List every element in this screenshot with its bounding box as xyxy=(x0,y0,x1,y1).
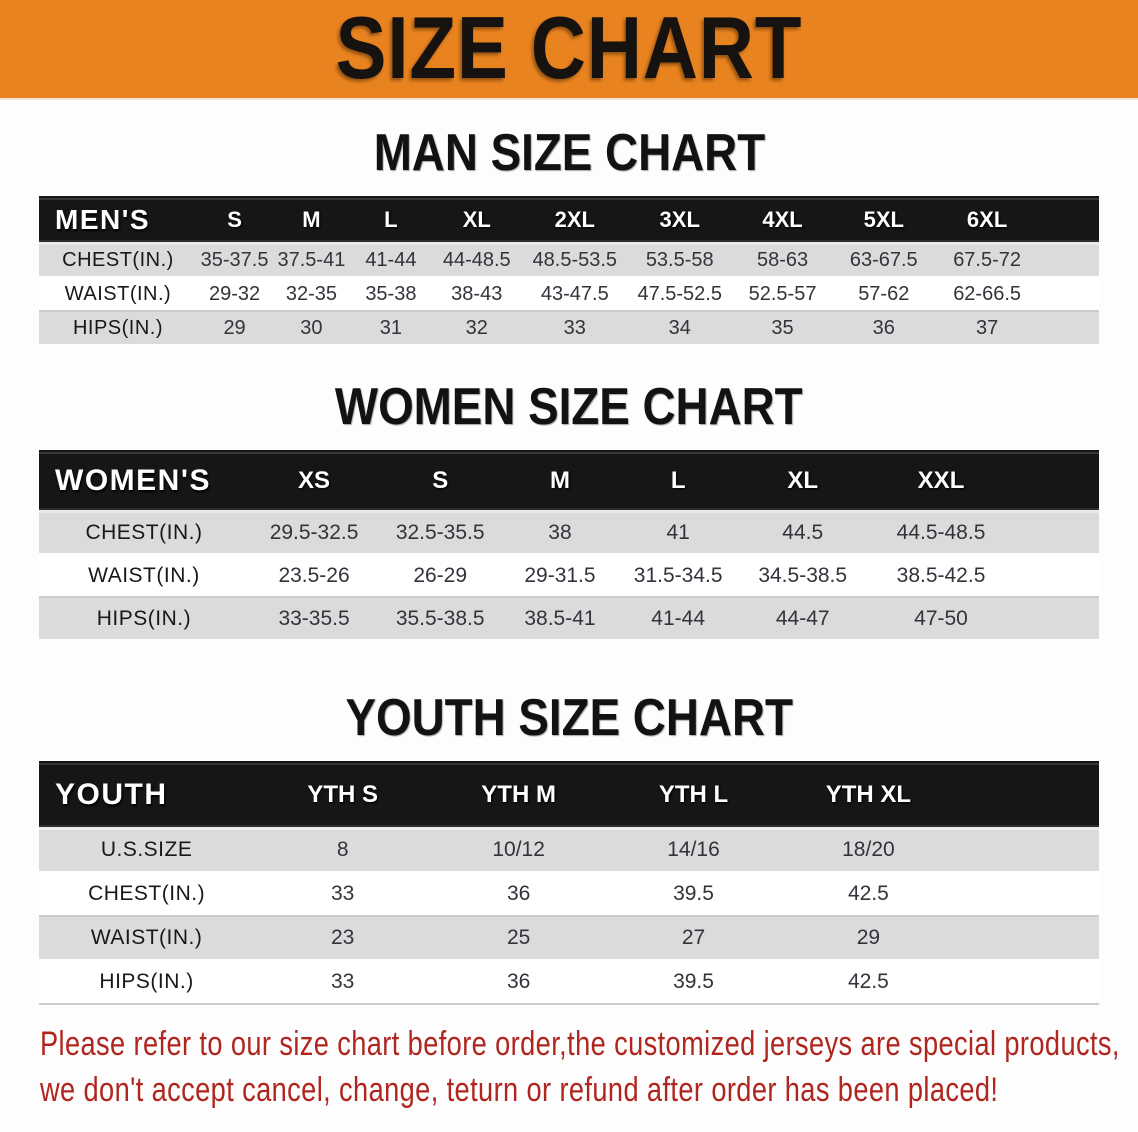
size-column-header: XL xyxy=(431,197,522,243)
measurement-value: 36 xyxy=(431,872,606,916)
table-header-label: MEN'S xyxy=(39,197,197,243)
measurement-value: 48.5-53.5 xyxy=(522,243,627,277)
youth-size-chart-section xyxy=(0,689,1138,1005)
size-column-header xyxy=(956,762,1099,828)
measurement-value xyxy=(956,960,1099,1004)
measurement-value: 27 xyxy=(606,916,781,960)
men-size-table xyxy=(39,196,1099,346)
measurement-value: 32-35 xyxy=(272,277,350,311)
measurement-value: 41 xyxy=(619,511,738,554)
size-column-header: XS xyxy=(249,451,379,511)
measurement-value: 41-44 xyxy=(351,243,432,277)
measurement-value: 26-29 xyxy=(379,554,501,597)
measurement-value xyxy=(1014,597,1099,640)
measurement-value: 23 xyxy=(254,916,431,960)
table-row xyxy=(39,311,1099,345)
size-column-header: XXL xyxy=(868,451,1014,511)
size-column-header: YTH S xyxy=(254,762,431,828)
measurement-value: 23.5-26 xyxy=(249,554,379,597)
disclaimer-line-2: we don't accept cancel, change, teturn or refund after order has been placed! xyxy=(40,1071,999,1109)
size-column-header: 6XL xyxy=(935,197,1040,243)
measurement-value: 36 xyxy=(833,311,935,345)
measurement-value: 37 xyxy=(935,311,1040,345)
size-column-header: YTH XL xyxy=(781,762,956,828)
table-header-label: YOUTH xyxy=(39,762,254,828)
men-section-title-text: MAN SIZE CHART xyxy=(373,124,765,182)
women-size-chart-section xyxy=(0,378,1138,641)
table-row xyxy=(39,872,1099,916)
measurement-value: 34 xyxy=(627,311,732,345)
measurement-value: 25 xyxy=(431,916,606,960)
measurement-value: 35 xyxy=(732,311,833,345)
size-column-header: 5XL xyxy=(833,197,935,243)
measurement-value: 35.5-38.5 xyxy=(379,597,501,640)
measurement-value: 31.5-34.5 xyxy=(619,554,738,597)
measurement-value: 42.5 xyxy=(781,872,956,916)
size-column-header: YTH M xyxy=(431,762,606,828)
men-section-title xyxy=(0,124,1138,182)
measurement-label: WAIST(IN.) xyxy=(39,554,249,597)
measurement-value: 29.5-32.5 xyxy=(249,511,379,554)
measurement-label: HIPS(IN.) xyxy=(39,960,254,1004)
men-size-chart-section xyxy=(0,124,1138,346)
measurement-value: 43-47.5 xyxy=(522,277,627,311)
measurement-value xyxy=(1014,554,1099,597)
measurement-label: CHEST(IN.) xyxy=(39,511,249,554)
measurement-value: 32.5-35.5 xyxy=(379,511,501,554)
table-row xyxy=(39,960,1099,1004)
measurement-value: 33 xyxy=(254,872,431,916)
size-column-header xyxy=(1014,451,1099,511)
disclaimer xyxy=(40,1021,1138,1113)
youth-size-table xyxy=(39,761,1099,1005)
measurement-value: 58-63 xyxy=(732,243,833,277)
size-column-header xyxy=(1040,197,1099,243)
size-column-header: M xyxy=(272,197,350,243)
measurement-label: WAIST(IN.) xyxy=(39,916,254,960)
measurement-label: HIPS(IN.) xyxy=(39,597,249,640)
measurement-value: 33 xyxy=(522,311,627,345)
measurement-label: WAIST(IN.) xyxy=(39,277,197,311)
table-row xyxy=(39,554,1099,597)
measurement-value: 44.5 xyxy=(738,511,868,554)
measurement-value: 35-38 xyxy=(351,277,432,311)
size-column-header: 2XL xyxy=(522,197,627,243)
measurement-value: 33 xyxy=(254,960,431,1004)
measurement-value: 39.5 xyxy=(606,872,781,916)
measurement-value: 29-31.5 xyxy=(501,554,619,597)
measurement-value: 52.5-57 xyxy=(732,277,833,311)
table-row xyxy=(39,916,1099,960)
measurement-value: 67.5-72 xyxy=(935,243,1040,277)
measurement-value: 8 xyxy=(254,828,431,872)
measurement-value: 63-67.5 xyxy=(833,243,935,277)
size-chart-banner xyxy=(0,0,1138,100)
table-row xyxy=(39,277,1099,311)
measurement-value xyxy=(1040,243,1099,277)
measurement-value: 31 xyxy=(351,311,432,345)
measurement-value: 44.5-48.5 xyxy=(868,511,1014,554)
table-header-row xyxy=(39,451,1099,511)
women-section-title-text: WOMEN SIZE CHART xyxy=(335,378,803,436)
measurement-value xyxy=(1014,511,1099,554)
size-column-header: 4XL xyxy=(732,197,833,243)
measurement-value: 35-37.5 xyxy=(197,243,272,277)
measurement-value: 38-43 xyxy=(431,277,522,311)
size-column-header: XL xyxy=(738,451,868,511)
measurement-value: 30 xyxy=(272,311,350,345)
measurement-label: CHEST(IN.) xyxy=(39,243,197,277)
table-header-row xyxy=(39,197,1099,243)
measurement-value: 42.5 xyxy=(781,960,956,1004)
measurement-value: 38.5-41 xyxy=(501,597,619,640)
table-row xyxy=(39,597,1099,640)
measurement-value: 10/12 xyxy=(431,828,606,872)
measurement-value: 57-62 xyxy=(833,277,935,311)
measurement-value: 29 xyxy=(781,916,956,960)
measurement-value xyxy=(956,916,1099,960)
measurement-value: 39.5 xyxy=(606,960,781,1004)
size-column-header: YTH L xyxy=(606,762,781,828)
measurement-value: 33-35.5 xyxy=(249,597,379,640)
table-row xyxy=(39,243,1099,277)
size-column-header: S xyxy=(379,451,501,511)
measurement-value: 32 xyxy=(431,311,522,345)
size-column-header: L xyxy=(619,451,738,511)
measurement-value: 44-47 xyxy=(738,597,868,640)
measurement-value: 18/20 xyxy=(781,828,956,872)
measurement-value: 34.5-38.5 xyxy=(738,554,868,597)
measurement-label: HIPS(IN.) xyxy=(39,311,197,345)
table-header-row xyxy=(39,762,1099,828)
size-column-header: 3XL xyxy=(627,197,732,243)
measurement-label: U.S.SIZE xyxy=(39,828,254,872)
youth-section-title-text: YOUTH SIZE CHART xyxy=(345,689,793,747)
measurement-value: 62-66.5 xyxy=(935,277,1040,311)
table-row xyxy=(39,511,1099,554)
measurement-value: 14/16 xyxy=(606,828,781,872)
measurement-value: 37.5-41 xyxy=(272,243,350,277)
measurement-value xyxy=(956,872,1099,916)
measurement-value: 38 xyxy=(501,511,619,554)
youth-section-title xyxy=(0,689,1138,747)
size-column-header: S xyxy=(197,197,272,243)
measurement-label: CHEST(IN.) xyxy=(39,872,254,916)
measurement-value xyxy=(1040,277,1099,311)
measurement-value: 53.5-58 xyxy=(627,243,732,277)
table-row xyxy=(39,828,1099,872)
measurement-value: 44-48.5 xyxy=(431,243,522,277)
size-column-header: M xyxy=(501,451,619,511)
measurement-value: 38.5-42.5 xyxy=(868,554,1014,597)
disclaimer-line-1: Please refer to our size chart before order,the customized jerseys are special products, xyxy=(40,1025,1120,1063)
measurement-value: 36 xyxy=(431,960,606,1004)
women-size-table xyxy=(39,450,1099,641)
women-section-title xyxy=(0,378,1138,436)
measurement-value: 47-50 xyxy=(868,597,1014,640)
measurement-value: 41-44 xyxy=(619,597,738,640)
banner-title: SIZE CHART xyxy=(335,0,803,98)
measurement-value: 47.5-52.5 xyxy=(627,277,732,311)
measurement-value xyxy=(956,828,1099,872)
measurement-value: 29-32 xyxy=(197,277,272,311)
size-column-header: L xyxy=(351,197,432,243)
measurement-value: 29 xyxy=(197,311,272,345)
measurement-value xyxy=(1040,311,1099,345)
table-header-label: WOMEN'S xyxy=(39,451,249,511)
